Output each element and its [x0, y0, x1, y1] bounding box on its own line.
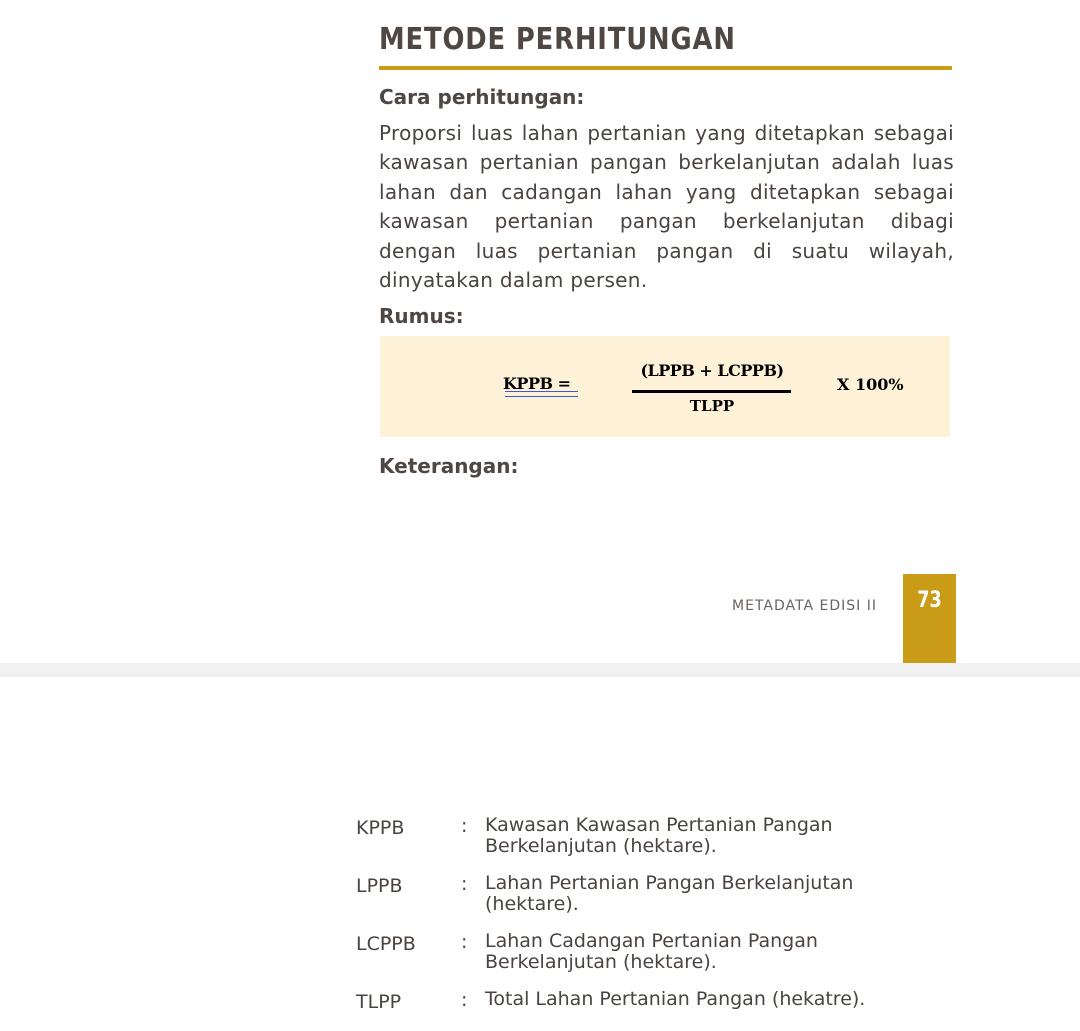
legend-list	[356, 814, 956, 1031]
legend-description: Lahan Pertanian Pangan Berkelanjutan (hektare).	[485, 872, 854, 915]
formula-denominator: TLPP	[689, 397, 735, 415]
footer-label: METADATA EDISI II	[732, 598, 877, 614]
formula-heading: Rumus:	[379, 304, 464, 328]
legend-row	[356, 988, 956, 1031]
legend-description: Lahan Cadangan Pertanian Pangan Berkelanjutan (hektare).	[485, 930, 818, 973]
calc-paragraph: Proporsi luas lahan pertanian yang ditetapkan sebagai kawasan pertanian pangan berkelanjutan adalah luas lahan dan cadangan lahan yang ditetapkan sebagai kawasan pertanian pangan berkelanjutan dibagi dengan luas pertanian pangan di suatu wilayah, dinyatakan dalam persen.	[379, 121, 954, 293]
page-number-tab	[903, 574, 956, 663]
formula-numerator: (LPPB + LCPPB)	[640, 361, 784, 380]
legend-term: LPPB	[356, 875, 403, 897]
title-underline	[379, 66, 952, 70]
legend-colon: :	[461, 815, 468, 837]
legend-term: KPPB	[356, 817, 405, 839]
page-separator	[0, 663, 1080, 677]
legend-term: LCPPB	[356, 933, 416, 955]
formula-box	[380, 336, 950, 437]
legend-term: TLPP	[356, 991, 402, 1013]
legend-row	[356, 814, 956, 875]
formula-multiplier: X 100%	[837, 375, 904, 394]
spellcheck-underline	[505, 391, 578, 397]
notes-heading: Keterangan:	[379, 454, 519, 478]
legend-description: Kawasan Kawasan Pertanian Pangan Berkelanjutan (hektare).	[485, 814, 833, 857]
legend-row	[356, 872, 956, 933]
legend-colon: :	[461, 873, 468, 895]
section-title: METODE PERHITUNGAN	[379, 22, 736, 57]
calc-heading: Cara perhitungan:	[379, 85, 585, 109]
legend-description: Total Lahan Pertanian Pangan (hekatre).	[485, 988, 866, 1010]
legend-colon: :	[461, 989, 468, 1011]
fraction-bar	[632, 390, 791, 393]
formula-lhs: KPPB =	[503, 374, 571, 393]
legend-row	[356, 930, 956, 991]
page-number: 73	[917, 588, 942, 613]
legend-colon: :	[461, 931, 468, 953]
